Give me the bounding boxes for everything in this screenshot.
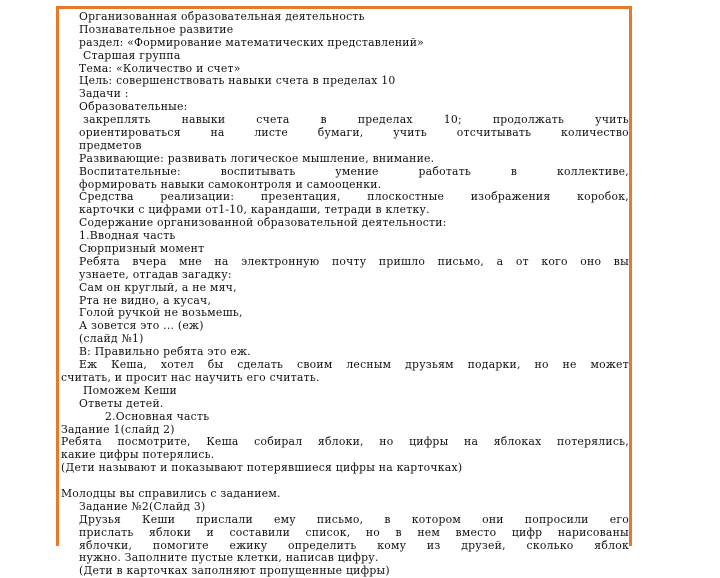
word: прислать: [79, 525, 134, 539]
justified-line: [61, 359, 629, 372]
word: продолжать: [492, 113, 565, 127]
word: Ребята: [61, 435, 102, 449]
word: работать: [418, 164, 472, 178]
word: помогите: [152, 538, 209, 552]
riddle-line: А зовется это ... (еж): [79, 319, 204, 333]
word: в: [510, 164, 518, 178]
word: коробок,: [577, 190, 629, 204]
text-line: Молодцы вы справились с заданием.: [61, 486, 281, 500]
word: но: [379, 435, 394, 449]
word: Ребята: [79, 254, 120, 268]
word: ему: [273, 512, 296, 526]
word: нарисованы: [557, 525, 629, 539]
word: яблоки: [148, 525, 192, 539]
word: на: [214, 254, 229, 268]
word: котором: [411, 512, 462, 526]
word: презентация,: [260, 190, 341, 204]
task-heading: Задание 1(слайд 2): [61, 422, 175, 436]
word: лесным: [346, 358, 392, 372]
word: может: [590, 358, 629, 372]
text-line: Ответы детей.: [79, 396, 164, 410]
text-line: Задачи :: [79, 87, 129, 101]
word: посмотрите,: [117, 435, 191, 449]
word: хотел: [160, 358, 194, 372]
justified-line: [61, 127, 629, 140]
riddle-line: Рта не видно, а кусач,: [79, 293, 212, 307]
text-line: Тема: «Количество и счет»: [79, 61, 241, 75]
word: Кеша: [206, 435, 239, 449]
word: воспитывать: [220, 164, 296, 178]
riddle-line: Сам он круглый, а не мяч,: [79, 280, 237, 294]
riddle-line: Голой ручкой не возьмешь,: [79, 306, 243, 320]
word: реализации:: [160, 190, 235, 204]
word: 10;: [443, 113, 462, 127]
word: но: [365, 525, 381, 539]
task-heading: Задание №2(Слайд 3): [79, 499, 206, 513]
word: своим: [297, 358, 333, 372]
text-line: формировать навыки самоконтроля и самооценки.: [79, 177, 382, 191]
word: в: [395, 525, 402, 539]
word: потерялись,: [557, 435, 629, 449]
word: на: [210, 126, 225, 140]
word: навыки: [181, 113, 226, 127]
word: цифры: [409, 435, 449, 449]
justified-line: [61, 166, 629, 179]
word: в: [384, 512, 391, 526]
word: прислали: [196, 512, 253, 526]
word: электронную: [241, 254, 320, 268]
word: Средства: [79, 190, 134, 204]
word: изображения: [470, 190, 551, 204]
text-line: предметов: [79, 138, 142, 152]
text-line: карточки с цифрами от1-10, карандаши, тетради в клетку.: [79, 203, 430, 217]
word: почту: [331, 254, 367, 268]
word: друзей,: [461, 538, 506, 552]
text-line: узнаете, отгадав загадку:: [79, 267, 232, 281]
word: кому: [377, 538, 407, 552]
word: яблок: [594, 538, 629, 552]
word: они: [482, 512, 504, 526]
word: и: [206, 525, 214, 539]
word: яблоки,: [317, 435, 364, 449]
word: счета: [256, 113, 290, 127]
word: сколько: [526, 538, 574, 552]
word: плоскостные: [367, 190, 445, 204]
word: от: [515, 254, 529, 268]
text-line: раздел: «Формирование математических представлений»: [79, 35, 425, 49]
text-line: Образовательные:: [79, 100, 188, 114]
text-line: Старшая группа: [83, 48, 181, 62]
word: бы: [207, 358, 224, 372]
word: подарки,: [467, 358, 521, 372]
text-line: какие цифры потерялись.: [61, 448, 215, 462]
word: Воспитательные:: [79, 164, 181, 178]
word: определить: [288, 538, 357, 552]
word: мне: [179, 254, 202, 268]
text-line: Развивающие: развивать логическое мышление, внимание.: [79, 151, 435, 165]
text-line: Познавательное развитие: [79, 22, 234, 36]
text-line: Организованная образовательная деятельность: [79, 10, 365, 23]
document-frame: [56, 6, 632, 578]
word: вчера: [132, 254, 167, 268]
text-line: (Дети в карточках заполняют пропущенные цифры): [79, 564, 390, 578]
word: яблоках: [493, 435, 542, 449]
word: сделать: [237, 358, 284, 372]
text-line: нужно. Заполните пустые клетки, написав цифру.: [79, 551, 379, 565]
word: пришло: [378, 254, 426, 268]
word: список,: [305, 525, 351, 539]
word: вы: [613, 254, 629, 268]
word: отсчитывать: [456, 126, 532, 140]
section-heading: 2.Основная часть: [105, 409, 210, 423]
word: в: [320, 113, 327, 127]
word: закреплять: [83, 113, 151, 127]
word: коллективе,: [557, 164, 629, 178]
word: друзьям: [405, 358, 454, 372]
text-line: В: Правильно ребята это еж.: [79, 345, 251, 359]
word: попросили: [524, 512, 589, 526]
word: а: [496, 254, 504, 268]
word: из: [426, 538, 441, 552]
word: нем: [417, 525, 441, 539]
word: Еж: [79, 358, 98, 372]
word: оно: [580, 254, 602, 268]
word: учить: [393, 126, 428, 140]
word: учить: [595, 113, 629, 127]
word: цифр: [511, 525, 543, 539]
word: вместо: [455, 525, 497, 539]
text-line: считать, и просит нас научить его считать.: [61, 370, 320, 384]
word: кого: [541, 254, 568, 268]
word: Кеши: [142, 512, 176, 526]
word: бумаги,: [317, 126, 364, 140]
text-line: Поможем Кеши: [83, 383, 177, 397]
word: не: [562, 358, 577, 372]
section-heading: 1.Вводная часть: [79, 229, 176, 243]
word: Кеша,: [111, 358, 148, 372]
word: собирал: [254, 435, 303, 449]
text-line: (Дети называют и показывают потерявшиеся цифры на карточках): [61, 461, 463, 475]
word: письмо,: [316, 512, 364, 526]
word: но: [534, 358, 549, 372]
justified-line: [61, 256, 629, 269]
word: умение: [335, 164, 379, 178]
text-line: (слайд №1): [79, 332, 144, 346]
word: ежику: [229, 538, 268, 552]
word: пределах: [357, 113, 413, 127]
word: письмо,: [437, 254, 485, 268]
word: яблочки,: [79, 538, 133, 552]
justified-line: [61, 527, 629, 540]
document-text: [61, 11, 629, 578]
text-line: Цель: совершенствовать навыки счета в пределах 10: [79, 74, 396, 88]
word: листе: [254, 126, 289, 140]
text-line: Содержание организованной образовательной деятельности:: [79, 216, 447, 230]
word: ориентироваться: [79, 126, 181, 140]
justified-line: [61, 514, 629, 527]
word: составили: [229, 525, 291, 539]
text-line: Сюрпризный момент: [79, 242, 205, 256]
word: его: [609, 512, 629, 526]
word: количество: [561, 126, 629, 140]
word: Друзья: [79, 512, 122, 526]
word: на: [464, 435, 479, 449]
